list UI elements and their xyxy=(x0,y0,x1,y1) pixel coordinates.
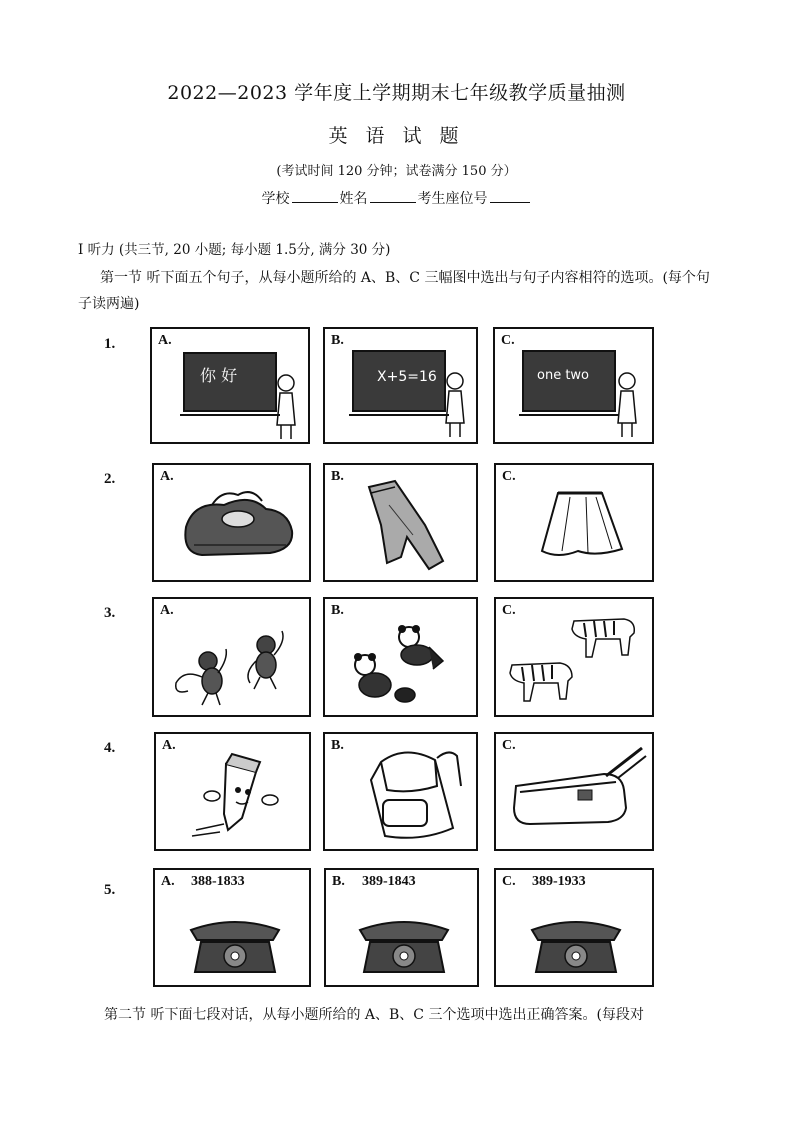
board-text: 你 好 xyxy=(200,366,238,385)
pencil-case-icon xyxy=(496,734,654,851)
option-label: A. xyxy=(158,333,172,348)
option-label: B. xyxy=(331,333,344,348)
option-box[interactable] xyxy=(494,732,654,851)
exam-time-note: (考试时间 120 分钟；试卷满分 150 分） xyxy=(276,164,517,179)
blackboard-chinese-icon xyxy=(152,329,310,444)
phone-number: 389-1933 xyxy=(532,874,586,889)
tigers-icon xyxy=(496,599,654,717)
telephone-icon xyxy=(155,870,311,987)
option-box[interactable] xyxy=(323,327,478,444)
monkeys-icon xyxy=(154,599,311,717)
blackboard-math-icon xyxy=(325,329,478,444)
option-label: A. xyxy=(161,874,175,889)
option-box[interactable] xyxy=(494,597,654,717)
student-info-fields xyxy=(0,188,793,208)
name-label: 姓名 xyxy=(339,191,368,207)
option-label: B. xyxy=(331,738,344,753)
option-box[interactable] xyxy=(150,327,310,444)
question-number: 5. xyxy=(104,882,116,898)
exam-title: 2022—2023 学年度上学期期末七年级教学质量抽测 xyxy=(167,82,626,104)
option-box[interactable] xyxy=(323,732,478,851)
question-number: 4. xyxy=(104,740,116,756)
part1-instructions: 第一节 听下面五个句子，从每小题所给的 A、B、C 三幅图中选出与句子内容相符的选项。(每个句子读两遍) xyxy=(78,270,710,312)
school-blank[interactable] xyxy=(292,191,338,203)
seat-label: 考生座位号 xyxy=(417,191,488,207)
option-label: B. xyxy=(332,874,345,889)
option-box[interactable] xyxy=(154,732,311,851)
phone-number: 388-1833 xyxy=(191,874,245,889)
skirt-icon xyxy=(496,465,654,582)
option-box[interactable] xyxy=(324,868,479,987)
telephone-icon xyxy=(326,870,479,987)
pandas-icon xyxy=(325,599,478,717)
telephone-icon xyxy=(496,870,654,987)
option-box[interactable] xyxy=(494,463,654,582)
backpack-icon xyxy=(325,734,478,851)
pencil-icon xyxy=(156,734,311,851)
option-label: A. xyxy=(162,738,176,753)
shoes-icon xyxy=(154,465,311,582)
option-box[interactable] xyxy=(152,597,311,717)
option-label: C. xyxy=(502,469,516,484)
option-label: A. xyxy=(160,469,174,484)
option-box[interactable] xyxy=(323,463,478,582)
section-heading: Ⅰ 听力 (共三节, 20 小题; 每小题 1.5分, 满分 30 分) xyxy=(78,242,391,258)
option-label: B. xyxy=(331,603,344,618)
option-box[interactable] xyxy=(152,463,311,582)
phone-number: 389-1843 xyxy=(362,874,416,889)
pants-icon xyxy=(325,465,478,582)
name-blank[interactable] xyxy=(370,191,416,203)
exam-subject: 英 语 试 题 xyxy=(328,125,465,147)
option-label: C. xyxy=(501,333,515,348)
option-label: C. xyxy=(502,874,516,889)
option-label: C. xyxy=(502,603,516,618)
option-box[interactable] xyxy=(494,868,654,987)
part2-instructions: 第二节 听下面七段对话，从每小题所给的 A、B、C 三个选项中选出正确答案。(每段对 xyxy=(104,1007,644,1023)
board-text: X+5=16 xyxy=(377,369,437,385)
blackboard-english-icon xyxy=(495,329,654,444)
question-number: 3. xyxy=(104,605,116,621)
option-label: B. xyxy=(331,469,344,484)
seat-blank[interactable] xyxy=(490,191,530,203)
question-number: 1. xyxy=(104,336,116,352)
option-label: C. xyxy=(502,738,516,753)
board-text: one two xyxy=(537,368,590,383)
option-box[interactable] xyxy=(153,868,311,987)
school-label: 学校 xyxy=(261,191,290,207)
option-box[interactable] xyxy=(323,597,478,717)
question-number: 2. xyxy=(104,471,116,487)
option-box[interactable] xyxy=(493,327,654,444)
option-label: A. xyxy=(160,603,174,618)
